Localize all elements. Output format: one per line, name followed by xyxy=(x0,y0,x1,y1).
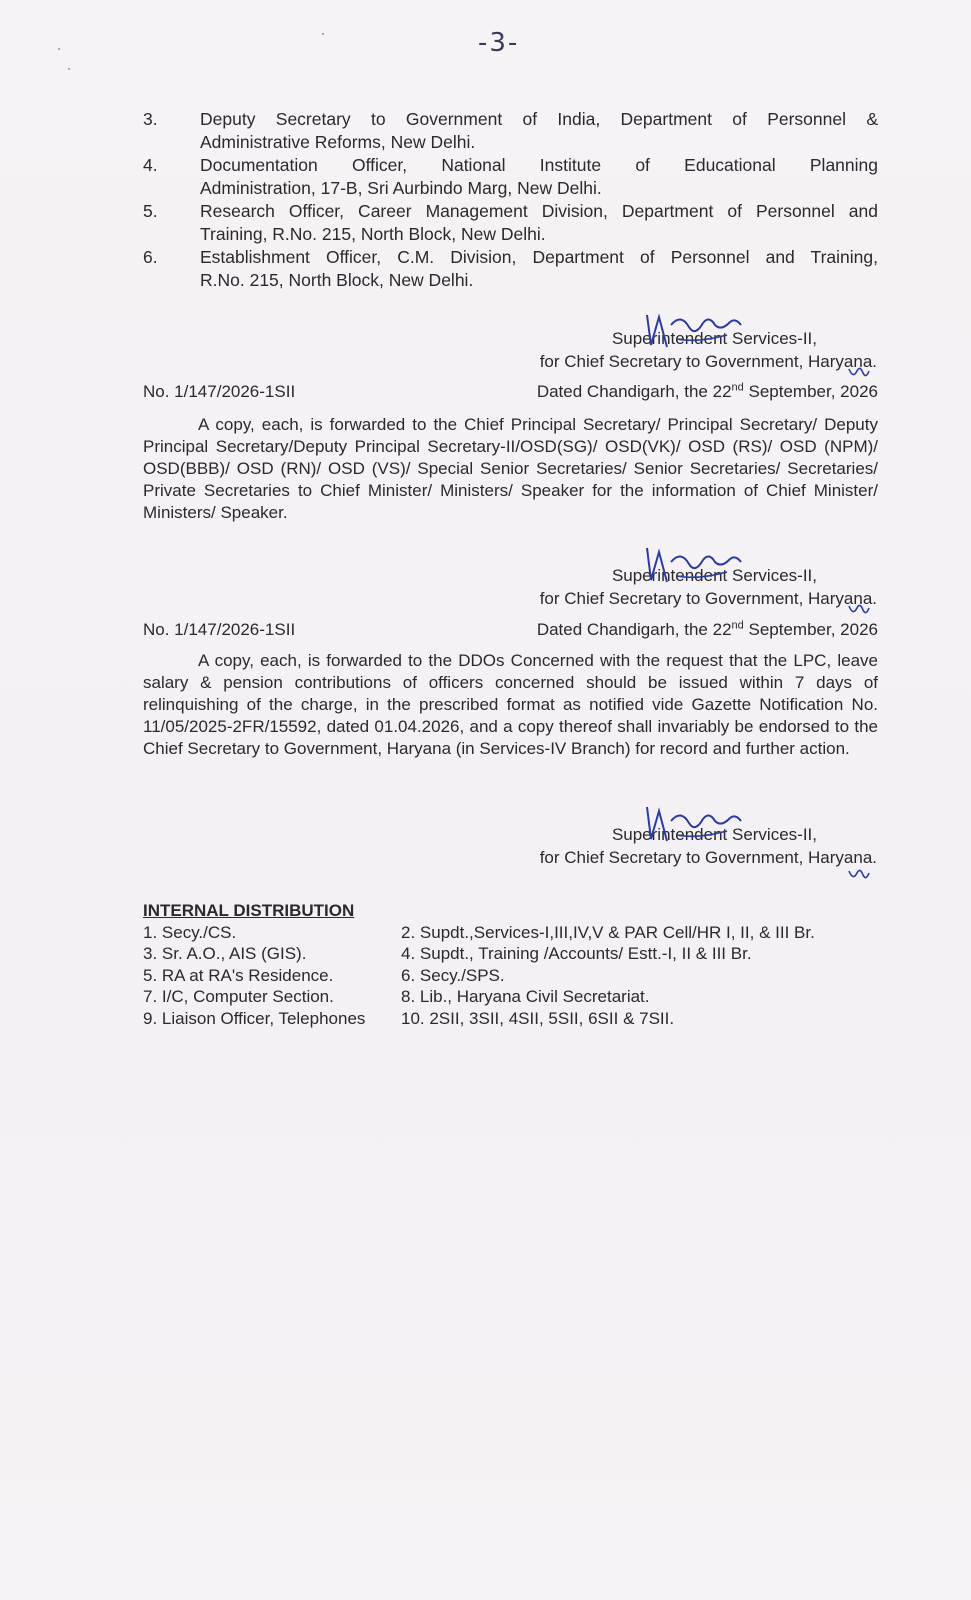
distribution-entry: 5. RA at RA's Residence. xyxy=(143,965,334,985)
memo-paragraph: A copy, each, is forwarded to the DDOs Concerned with the request that the LPC, leave salary & pension contributions of officers concerned should be issued within 7 days of relinquishing of the charge, in the prescribed format as notified vide Gazette Notification No. 11/05/2025-2FR/15592, dated 01.04.2026, and a copy thereof shall invariably be endorsed to the Chief Secretary to Government, Haryana (in Services-IV Branch) for record and further action. xyxy=(143,651,878,758)
distribution-entry: 7. I/C, Computer Section. xyxy=(143,987,334,1006)
distribution-entry: 4. Supdt., Training /Accounts/ Estt.-I, II & III Br. xyxy=(401,944,752,963)
internal-distribution xyxy=(143,900,883,1029)
distribution-entry: 8. Lib., Haryana Civil Secretariat. xyxy=(401,987,650,1006)
memo-number: No. 1/147/2026-1SII xyxy=(143,620,296,639)
item-text-line: Documentation Officer, National Institute of Educational Planning xyxy=(200,155,878,175)
signature-title: Superintendent Services-II, xyxy=(611,329,817,348)
signature-title: Superintendent Services-II, xyxy=(611,566,817,585)
signature-subtitle: for Chief Secretary to Government, Haryana. xyxy=(539,848,877,867)
item-text-line: Deputy Secretary to Government of India, Department of Personnel & xyxy=(200,109,878,129)
list-item xyxy=(143,246,878,292)
item-text-line: R.No. 215, North Block, New Delhi. xyxy=(200,270,474,290)
list-item xyxy=(143,154,878,200)
item-text-line: Administrative Reforms, New Delhi. xyxy=(200,132,476,152)
distribution-row xyxy=(143,965,883,987)
distribution-row xyxy=(143,943,883,965)
signature-title: Superintendent Services-II, xyxy=(611,825,817,844)
speck xyxy=(68,68,70,70)
distribution-entry: 2. Supdt.,Services-I,III,IV,V & PAR Cell/HR I, II, & III Br. xyxy=(401,922,815,942)
distribution-row xyxy=(143,922,883,944)
recipient-list xyxy=(143,108,878,292)
memo-number: No. 1/147/2026-1SII xyxy=(143,382,296,401)
distribution-entry: 1. Secy./CS. xyxy=(143,922,237,942)
memo-paragraph: A copy, each, is forwarded to the Chief Principal Secretary/ Principal Secretary/ Deputy Principal Secretary/Deputy Principal Secretary-II/OSD(SG)/ OSD(VK)/ OSD (RS)/ OSD (NPM)/ OSD(BBB)/ OSD (RN)/ OSD (VS)/ Special Senior Secretaries/ Senior Secretaries/ Secretaries/ Private Secretaries to Chief Minister/ Ministers/ Speaker for the information of Chief Minister/ Ministers/ Speaker. xyxy=(143,415,878,522)
speck xyxy=(322,33,324,35)
distribution-title: INTERNAL DISTRIBUTION xyxy=(143,901,355,920)
page-number: -3- xyxy=(478,28,520,58)
distribution-entry: 6. Secy./SPS. xyxy=(401,965,505,985)
item-number: 6. xyxy=(143,247,158,267)
item-number: 3. xyxy=(143,109,158,129)
signature-subtitle: for Chief Secretary to Government, Haryana. xyxy=(539,352,877,371)
distribution-row xyxy=(143,1008,883,1030)
distribution-entry: 9. Liaison Officer, Telephones xyxy=(143,1008,366,1028)
item-number: 4. xyxy=(143,155,158,175)
distribution-row xyxy=(143,986,883,1008)
signature-block xyxy=(540,327,877,373)
distribution-entry: 10. 2SII, 3SII, 4SII, 5SII, 6SII & 7SII. xyxy=(401,1008,675,1028)
memo-date: Dated Chandigarh, the 22nd September, 2026 xyxy=(536,381,878,401)
item-text-line: Establishment Officer, C.M. Division, Department of Personnel and Training, xyxy=(200,247,878,267)
distribution-entry: 3. Sr. A.O., AIS (GIS). xyxy=(143,944,307,963)
item-number: 5. xyxy=(143,201,158,221)
item-text-line: Training, R.No. 215, North Block, New Delhi. xyxy=(200,224,546,244)
signature-subtitle: for Chief Secretary to Government, Haryana. xyxy=(539,589,877,608)
signature-block xyxy=(540,564,877,610)
list-item xyxy=(143,200,878,246)
memo-date: Dated Chandigarh, the 22nd September, 2026 xyxy=(536,619,878,639)
speck xyxy=(58,48,60,50)
list-item xyxy=(143,108,878,154)
item-text-line: Administration, 17-B, Sri Aurbindo Marg, New Delhi. xyxy=(200,178,602,198)
item-text-line: Research Officer, Career Management Division, Department of Personnel and xyxy=(200,201,878,221)
signature-block xyxy=(540,823,877,869)
initials-mark xyxy=(847,867,871,881)
